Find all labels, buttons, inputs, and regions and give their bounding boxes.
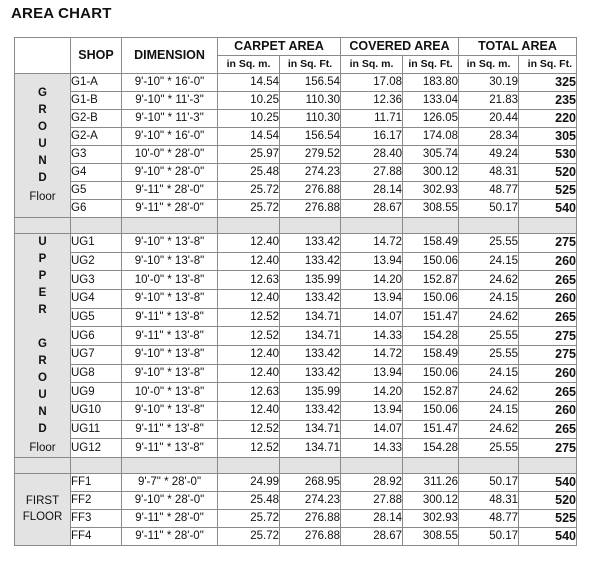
table-row [15,234,577,253]
floor-letter: U [38,236,47,248]
covered-sqm-cell: 14.20 [341,383,403,402]
floor-label-cell [15,234,71,458]
carpet-sqft-cell: 133.42 [280,364,341,383]
floor-suffix: Floor [29,442,56,454]
dimension-cell: 9'-10" * 16'-0" [122,128,218,146]
total-sqm-cell: 24.15 [459,364,519,383]
table-row [15,510,577,528]
carpet-sqm-cell: 12.40 [218,364,280,383]
dimension-cell: 9'-10" * 13'-8" [122,345,218,364]
total-sqft-cell: 260 [519,289,577,308]
table-row [15,383,577,402]
separator-cell [280,458,341,474]
total-sqft-cell: 525 [519,510,577,528]
total-sqm-cell: 48.31 [459,492,519,510]
covered-sqft-cell: 150.06 [403,252,459,271]
covered-sqft-cell: 150.06 [403,289,459,308]
covered-sqft-cell: 308.55 [403,200,459,218]
covered-sqft-cell: 152.87 [403,271,459,290]
total-sqm-cell: 48.77 [459,182,519,200]
dimension-cell: 9'-10" * 13'-8" [122,364,218,383]
total-sqm-cell: 48.77 [459,510,519,528]
table-row [15,252,577,271]
separator-cell [218,218,280,234]
shop-cell: UG5 [71,308,122,327]
total-sqm-cell: 49.24 [459,146,519,164]
covered-sqm-cell: 14.33 [341,439,403,458]
carpet-sqft-cell: 134.71 [280,439,341,458]
total-sqm-cell: 20.44 [459,110,519,128]
shop-cell: UG3 [71,271,122,290]
dimension-cell: 9'-10" * 13'-8" [122,252,218,271]
floor-letter: U [38,389,47,401]
table-row [15,474,577,492]
floor-letter: O [38,121,47,133]
carpet-sqft-cell: 110.30 [280,110,341,128]
total-sqft-cell: 275 [519,439,577,458]
shop-cell: G3 [71,146,122,164]
floor-letter: G [38,87,47,99]
header-carpet-sqm: in Sq. m. [218,56,280,74]
separator-cell [459,218,519,234]
covered-sqm-cell: 28.14 [341,182,403,200]
shop-cell: G1-A [71,74,122,92]
header-total-area: TOTAL AREA [459,38,577,56]
covered-sqm-cell: 14.33 [341,327,403,346]
covered-sqft-cell: 133.04 [403,92,459,110]
total-sqm-cell: 24.62 [459,420,519,439]
shop-cell: UG7 [71,345,122,364]
carpet-sqft-cell: 135.99 [280,271,341,290]
separator-cell [122,218,218,234]
separator-cell [71,458,122,474]
carpet-sqm-cell: 12.40 [218,289,280,308]
table-row [15,74,577,92]
shop-cell: UG1 [71,234,122,253]
covered-sqm-cell: 13.94 [341,252,403,271]
table-row [15,345,577,364]
total-sqft-cell: 275 [519,345,577,364]
header-dimension: DIMENSION [122,38,218,74]
table-row [15,200,577,218]
table-row [15,492,577,510]
covered-sqft-cell: 154.28 [403,327,459,346]
carpet-sqm-cell: 25.48 [218,492,280,510]
carpet-sqm-cell: 24.99 [218,474,280,492]
table-row [15,182,577,200]
covered-sqm-cell: 13.94 [341,289,403,308]
table-row [15,271,577,290]
area-chart-table [14,37,577,546]
total-sqft-cell: 540 [519,200,577,218]
total-sqm-cell: 30.19 [459,74,519,92]
dimension-cell: 9'-10" * 28'-0" [122,164,218,182]
covered-sqft-cell: 150.06 [403,401,459,420]
carpet-sqm-cell: 25.72 [218,528,280,546]
carpet-sqm-cell: 25.48 [218,164,280,182]
table-row [15,327,577,346]
shop-cell: UG4 [71,289,122,308]
table-row [15,528,577,546]
floor-label [29,234,55,457]
shop-cell: G1-B [71,92,122,110]
dimension-cell: 9'-10" * 13'-8" [122,289,218,308]
floor-letter: R [38,304,47,316]
floor-line: FLOOR [22,511,63,523]
total-sqft-cell: 520 [519,492,577,510]
separator-cell [341,218,403,234]
separator-cell [15,218,71,234]
total-sqft-cell: 325 [519,74,577,92]
separator-cell [122,458,218,474]
separator-cell [403,458,459,474]
corner-cell [15,38,71,74]
floor-label-cell [15,474,71,546]
dimension-cell: 9'-11" * 28'-0" [122,200,218,218]
carpet-sqm-cell: 12.63 [218,383,280,402]
header-covered-sqm: in Sq. m. [341,56,403,74]
floor-letter: G [38,338,47,350]
floor-letter: D [38,423,47,435]
table-row [15,128,577,146]
section-separator [15,218,577,234]
dimension-cell: 9'-10" * 28'-0" [122,492,218,510]
carpet-sqft-cell: 110.30 [280,92,341,110]
carpet-sqm-cell: 12.52 [218,439,280,458]
table-row [15,164,577,182]
floor-label [29,85,55,206]
carpet-sqm-cell: 12.40 [218,401,280,420]
carpet-sqm-cell: 12.52 [218,327,280,346]
total-sqm-cell: 24.15 [459,401,519,420]
carpet-sqft-cell: 276.88 [280,200,341,218]
covered-sqft-cell: 151.47 [403,420,459,439]
separator-cell [519,218,577,234]
header-covered-sqft: in Sq. Ft. [403,56,459,74]
dimension-cell: 9'-7" * 28'-0" [122,474,218,492]
total-sqft-cell: 530 [519,146,577,164]
covered-sqm-cell: 28.14 [341,510,403,528]
carpet-sqm-cell: 10.25 [218,92,280,110]
table-body [15,74,577,546]
page-title: AREA CHART [11,5,112,22]
total-sqft-cell: 540 [519,528,577,546]
total-sqft-cell: 265 [519,271,577,290]
shop-cell: G5 [71,182,122,200]
shop-cell: FF1 [71,474,122,492]
total-sqft-cell: 525 [519,182,577,200]
total-sqm-cell: 28.34 [459,128,519,146]
covered-sqm-cell: 11.71 [341,110,403,128]
separator-cell [71,218,122,234]
floor-line: FIRST [25,495,60,507]
dimension-cell: 10'-0" * 13'-8" [122,271,218,290]
dimension-cell: 10'-0" * 28'-0" [122,146,218,164]
floor-letter: E [38,287,47,299]
table-row [15,110,577,128]
header-total-sqm: in Sq. m. [459,56,519,74]
carpet-sqm-cell: 25.97 [218,146,280,164]
total-sqm-cell: 50.17 [459,528,519,546]
total-sqft-cell: 235 [519,92,577,110]
total-sqm-cell: 24.62 [459,383,519,402]
carpet-sqft-cell: 268.95 [280,474,341,492]
dimension-cell: 9'-10" * 13'-8" [122,401,218,420]
covered-sqft-cell: 308.55 [403,528,459,546]
header-covered-area: COVERED AREA [341,38,459,56]
header-carpet-area: CARPET AREA [218,38,341,56]
dimension-cell: 9'-11" * 13'-8" [122,420,218,439]
carpet-sqm-cell: 12.40 [218,252,280,271]
covered-sqm-cell: 14.07 [341,420,403,439]
dimension-cell: 9'-10" * 11'-3" [122,92,218,110]
covered-sqft-cell: 126.05 [403,110,459,128]
covered-sqft-cell: 302.93 [403,182,459,200]
covered-sqm-cell: 16.17 [341,128,403,146]
dimension-cell: 9'-11" * 13'-8" [122,439,218,458]
total-sqm-cell: 25.55 [459,439,519,458]
floor-letter: P [38,270,47,282]
total-sqm-cell: 25.55 [459,234,519,253]
floor-letter: N [38,406,47,418]
covered-sqm-cell: 13.94 [341,364,403,383]
total-sqft-cell: 275 [519,327,577,346]
total-sqm-cell: 21.83 [459,92,519,110]
covered-sqft-cell: 174.08 [403,128,459,146]
covered-sqft-cell: 311.26 [403,474,459,492]
separator-cell [218,458,280,474]
carpet-sqm-cell: 12.52 [218,420,280,439]
separator-cell [519,458,577,474]
carpet-sqft-cell: 274.23 [280,492,341,510]
table-row [15,146,577,164]
floor-letter: U [38,138,47,150]
carpet-sqft-cell: 134.71 [280,327,341,346]
separator-cell [280,218,341,234]
carpet-sqft-cell: 274.23 [280,164,341,182]
total-sqft-cell: 260 [519,401,577,420]
floor-letter [29,319,55,336]
total-sqft-cell: 220 [519,110,577,128]
carpet-sqft-cell: 156.54 [280,128,341,146]
shop-cell: UG8 [71,364,122,383]
shop-cell: FF3 [71,510,122,528]
shop-cell: G6 [71,200,122,218]
floor-letter: O [38,372,47,384]
dimension-cell: 9'-11" * 13'-8" [122,327,218,346]
floor-letter: R [38,104,47,116]
total-sqm-cell: 25.55 [459,345,519,364]
separator-cell [15,458,71,474]
covered-sqm-cell: 27.88 [341,164,403,182]
carpet-sqft-cell: 133.42 [280,401,341,420]
floor-suffix: Floor [29,191,56,203]
shop-cell: FF4 [71,528,122,546]
dimension-cell: 9'-10" * 13'-8" [122,234,218,253]
covered-sqft-cell: 300.12 [403,164,459,182]
total-sqft-cell: 265 [519,420,577,439]
carpet-sqft-cell: 134.71 [280,420,341,439]
covered-sqm-cell: 28.67 [341,200,403,218]
floor-letter: D [38,172,47,184]
carpet-sqm-cell: 12.63 [218,271,280,290]
floor-letter: R [38,355,47,367]
covered-sqm-cell: 13.94 [341,401,403,420]
carpet-sqft-cell: 133.42 [280,289,341,308]
shop-cell: G4 [71,164,122,182]
shop-cell: UG10 [71,401,122,420]
carpet-sqm-cell: 25.72 [218,200,280,218]
total-sqft-cell: 260 [519,364,577,383]
covered-sqft-cell: 154.28 [403,439,459,458]
dimension-cell: 9'-10" * 11'-3" [122,110,218,128]
covered-sqft-cell: 302.93 [403,510,459,528]
total-sqft-cell: 540 [519,474,577,492]
separator-cell [341,458,403,474]
carpet-sqft-cell: 135.99 [280,383,341,402]
dimension-cell: 9'-11" * 28'-0" [122,182,218,200]
shop-cell: G2-A [71,128,122,146]
carpet-sqft-cell: 276.88 [280,182,341,200]
floor-letter: P [38,253,47,265]
carpet-sqft-cell: 279.52 [280,146,341,164]
covered-sqm-cell: 14.72 [341,234,403,253]
table-row [15,420,577,439]
covered-sqm-cell: 28.40 [341,146,403,164]
total-sqm-cell: 50.17 [459,474,519,492]
covered-sqm-cell: 28.67 [341,528,403,546]
dimension-cell: 9'-10" * 16'-0" [122,74,218,92]
section-separator [15,458,577,474]
carpet-sqft-cell: 276.88 [280,510,341,528]
shop-cell: UG11 [71,420,122,439]
carpet-sqft-cell: 133.42 [280,252,341,271]
carpet-sqm-cell: 12.52 [218,308,280,327]
carpet-sqm-cell: 14.54 [218,128,280,146]
dimension-cell: 9'-11" * 13'-8" [122,308,218,327]
covered-sqm-cell: 17.08 [341,74,403,92]
total-sqm-cell: 50.17 [459,200,519,218]
dimension-cell: 9'-11" * 28'-0" [122,528,218,546]
carpet-sqft-cell: 276.88 [280,528,341,546]
shop-cell: UG12 [71,439,122,458]
table-row [15,92,577,110]
total-sqft-cell: 265 [519,308,577,327]
table-row [15,364,577,383]
covered-sqm-cell: 14.72 [341,345,403,364]
total-sqft-cell: 260 [519,252,577,271]
shop-cell: G2-B [71,110,122,128]
covered-sqft-cell: 300.12 [403,492,459,510]
carpet-sqft-cell: 133.42 [280,234,341,253]
carpet-sqft-cell: 133.42 [280,345,341,364]
total-sqft-cell: 305 [519,128,577,146]
covered-sqm-cell: 28.92 [341,474,403,492]
covered-sqft-cell: 305.74 [403,146,459,164]
carpet-sqm-cell: 14.54 [218,74,280,92]
covered-sqm-cell: 12.36 [341,92,403,110]
shop-cell: UG2 [71,252,122,271]
carpet-sqft-cell: 134.71 [280,308,341,327]
total-sqft-cell: 265 [519,383,577,402]
carpet-sqm-cell: 25.72 [218,182,280,200]
separator-cell [403,218,459,234]
covered-sqft-cell: 183.80 [403,74,459,92]
header-shop: SHOP [71,38,122,74]
header-carpet-sqft: in Sq. Ft. [280,56,341,74]
total-sqm-cell: 24.62 [459,308,519,327]
covered-sqft-cell: 150.06 [403,364,459,383]
covered-sqm-cell: 14.20 [341,271,403,290]
total-sqm-cell: 24.15 [459,289,519,308]
total-sqm-cell: 24.15 [459,252,519,271]
total-sqft-cell: 275 [519,234,577,253]
covered-sqft-cell: 152.87 [403,383,459,402]
header-total-sqft: in Sq. Ft. [519,56,577,74]
table-row [15,289,577,308]
covered-sqft-cell: 151.47 [403,308,459,327]
floor-letter: N [38,155,47,167]
shop-cell: UG9 [71,383,122,402]
covered-sqft-cell: 158.49 [403,345,459,364]
covered-sqm-cell: 27.88 [341,492,403,510]
carpet-sqm-cell: 12.40 [218,234,280,253]
total-sqm-cell: 48.31 [459,164,519,182]
carpet-sqm-cell: 12.40 [218,345,280,364]
table-row [15,439,577,458]
carpet-sqm-cell: 10.25 [218,110,280,128]
total-sqm-cell: 24.62 [459,271,519,290]
dimension-cell: 10'-0" * 13'-8" [122,383,218,402]
total-sqft-cell: 520 [519,164,577,182]
table-row [15,308,577,327]
covered-sqft-cell: 158.49 [403,234,459,253]
carpet-sqm-cell: 25.72 [218,510,280,528]
dimension-cell: 9'-11" * 28'-0" [122,510,218,528]
shop-cell: FF2 [71,492,122,510]
separator-cell [459,458,519,474]
table-row [15,401,577,420]
floor-label-cell [15,74,71,218]
carpet-sqft-cell: 156.54 [280,74,341,92]
floor-label [23,493,63,525]
shop-cell: UG6 [71,327,122,346]
total-sqm-cell: 25.55 [459,327,519,346]
covered-sqm-cell: 14.07 [341,308,403,327]
